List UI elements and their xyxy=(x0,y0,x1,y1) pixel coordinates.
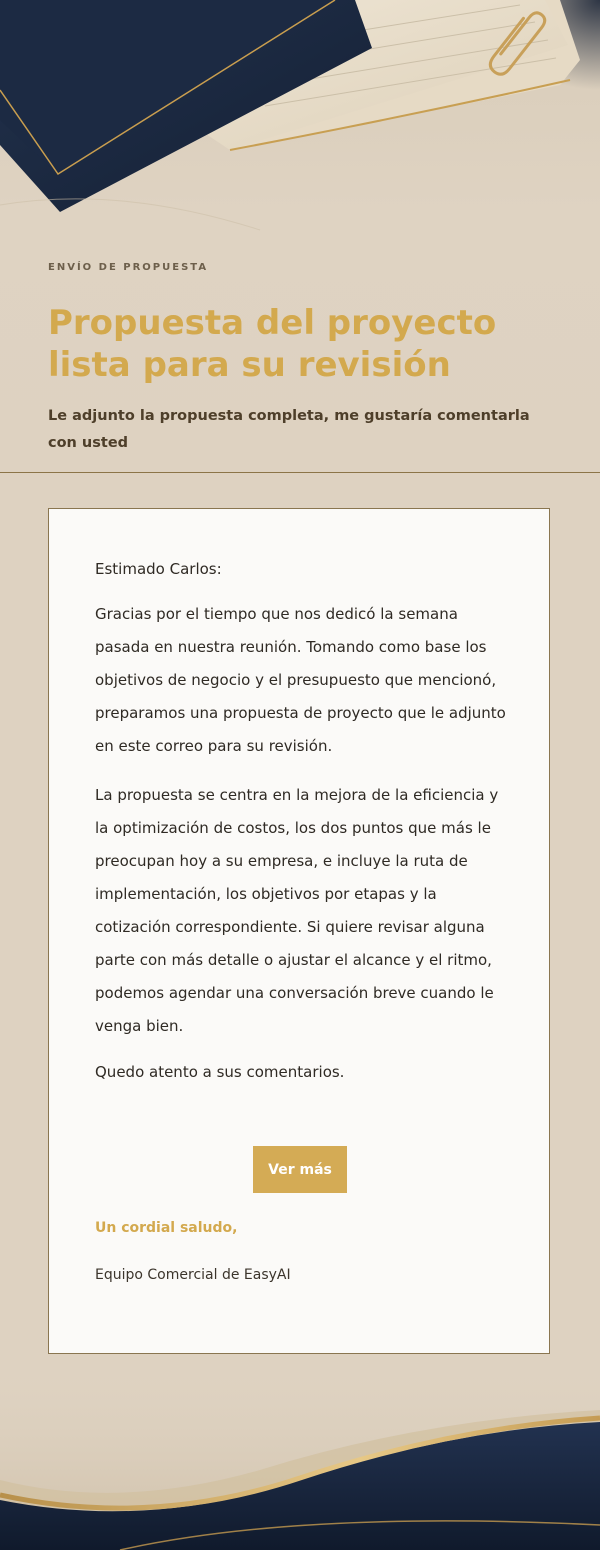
hero-divider xyxy=(0,472,600,473)
body-paragraph: La propuesta se centra en la mejora de la eficiencia y la optimización de costos, los dos puntos que más le preocupan hoy a su empresa, e incluye la ruta de implementación, los objetivos por etapas y la cotización correspondiente. Si quiere revisar alguna parte con más detalle o ajustar el alcance y el ritmo, podemos agendar una conversación breve cuando le venga bien. xyxy=(95,786,499,1035)
letter-body xyxy=(95,556,507,1085)
paper-texture xyxy=(0,199,260,230)
hero-banner xyxy=(0,0,600,473)
footer-illustration xyxy=(0,1360,600,1550)
body-paragraph: Gracias por el tiempo que nos dedicó la semana pasada en nuestra reunión. Tomando como base los objetivos de negocio y el presupuesto que mencionó, preparamos una propuesta de proyecto que le adjunto en este correo para su revisión. xyxy=(95,605,506,755)
page-title: Propuesta del proyecto lista para su revisión xyxy=(48,303,497,385)
page-subtitle: Le adjunto la propuesta completa, me gustaría comentarla con usted xyxy=(48,408,530,451)
ver-mas-button[interactable]: Ver más xyxy=(253,1146,347,1193)
letter-card xyxy=(48,508,550,1354)
eyebrow-label: ENVÍO DE PROPUESTA xyxy=(48,262,209,273)
closing-line: Quedo atento a sus comentarios. xyxy=(95,1063,345,1081)
hero-illustration xyxy=(0,0,600,240)
greeting: Estimado Carlos: xyxy=(95,560,222,578)
signoff: Un cordial saludo, xyxy=(95,1220,238,1236)
signature: Equipo Comercial de EasyAI xyxy=(95,1267,291,1283)
